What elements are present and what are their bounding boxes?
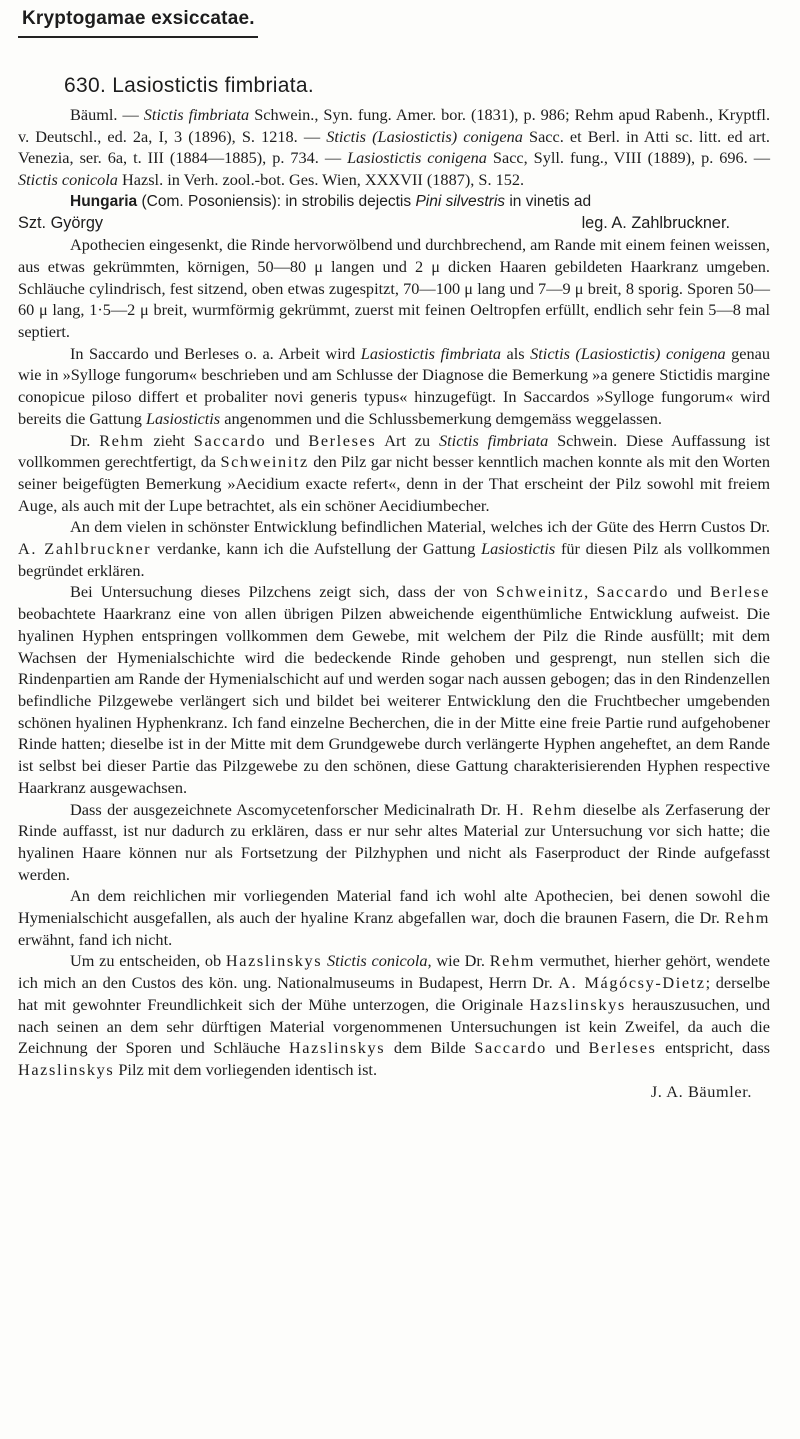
text-run: zieht bbox=[144, 430, 194, 450]
spaced-name-run: Berleses bbox=[308, 430, 377, 450]
text-run: An dem reichlichen mir vorliegenden Material fand ich wohl alte Apothecien, bei denen sowohl die Hymenialschicht ausgefallen, als auch der hyaline Kranz abgefallen war, doch die braunen Fasern, die Dr. bbox=[18, 886, 770, 928]
body-paragraph bbox=[18, 516, 770, 581]
spaced-name-run: H. Rehm bbox=[506, 799, 578, 819]
text-run: entspricht, dass bbox=[656, 1038, 771, 1058]
text-run: dem Bilde bbox=[385, 1038, 475, 1058]
italic-run: Lasiostictis fimbriata bbox=[360, 343, 502, 363]
bold-run: Hungaria bbox=[70, 192, 138, 210]
italic-run: Lasiostictis bbox=[145, 408, 221, 428]
spaced-name-run: Schweinitz bbox=[220, 452, 309, 472]
italic-run: Stictis (Lasiostictis) conigena bbox=[326, 126, 523, 146]
author-signature: J. A. Bäumler. bbox=[650, 1081, 752, 1101]
italic-run: Lasiostictis conigena bbox=[347, 148, 487, 168]
spaced-name-run: A. Mágócsy-Dietz bbox=[558, 973, 706, 993]
text-run: genau wie in »Sylloge fungorum« beschrieben und am Schlusse der Diagnose die Bemerkung »a genere Stictidis margine conopicue piloso differt et probaliter novi generis typus« hinzugefügt. In Saccardos »Sylloge fungorum« wird bereits die Gattung bbox=[18, 343, 771, 428]
specimen-title: 630. Lasiostictis fimbriata. bbox=[64, 74, 315, 97]
text-run: und bbox=[546, 1038, 589, 1058]
text-run: beobachtete Haarkranz eine von allen übrigen Pilzen abweichende eigenthümliche Entwicklung aufweist. Die hyalinen Hyphen entspringen vollkommen dem Gewebe, mit welchem der Pilz die Rinde ausfüllt; mit dem Wachsen der Hymenialschichte wird die bedeckende Rinde gehoben und gesprengt, nun stellen sich die Rindenpartien am Rande der Hymenialschicht auf und werden sogar nach aussen gebogen; das in den Rindenzellen befindliche Pilzgewebe verlängert sich und bildet bei weiterer Entwicklung den die Fruchtbecher umgebenden schönen hyalinen Hyphenkranz. Ich fand einzelne Becherchen, die in der Mitte eine freie Partie rund aufgehobener Rinde hatten; dieselbe ist in der Mitte mit dem Grundgewebe durch verlängerte Hyphen angeheftet, an dem Rande ist selbst bei dieser Partie das Pilzgewebe zu den schönen, diese Gattung charakterisierenden Hyphen respective Haarkranz ausgewachsen. bbox=[18, 604, 770, 797]
text-run: Dr. bbox=[70, 430, 100, 450]
collector-legit: leg. A. Zahlbruckner. bbox=[581, 213, 730, 232]
text-run: Schwein. Diese Auffassung ist vollkommen gerechtfertigt, da bbox=[18, 430, 771, 472]
locality-collector-line bbox=[18, 213, 770, 235]
spaced-name-run: Saccardo bbox=[193, 430, 267, 450]
text-run: angenommen und die Schlussbemerkung demgemäss weggelassen. bbox=[220, 408, 662, 428]
body-paragraph bbox=[18, 430, 770, 517]
body-paragraph bbox=[18, 950, 770, 1080]
spaced-name-run: Schweinitz bbox=[495, 582, 585, 602]
italic-run: Pini silvestris bbox=[415, 192, 506, 210]
spaced-name-run: Berlese bbox=[709, 582, 771, 602]
text-run: (Com. Posoniensis): in strobilis dejectis bbox=[137, 192, 416, 210]
text-run: verdanke, kann ich die Aufstellung der Gattung bbox=[151, 539, 482, 559]
text-run: Dass der ausgezeichnete Ascomycetenforscher Medicinalrath Dr. bbox=[70, 799, 507, 819]
synonymy-paragraph bbox=[18, 104, 770, 191]
text-run: Schwein., Syn. fung. Amer. bor. (1831), p. 986; Rehm apud Rabenh., Kryptfl. v. Deutschl., ed. 2a, I, 3 (1896), S. 1218. — bbox=[18, 105, 771, 146]
text-run: und bbox=[669, 582, 710, 602]
spaced-name-run: Rehm bbox=[724, 908, 770, 928]
spaced-name-run: Rehm bbox=[99, 430, 145, 450]
text-run: dieselbe als Zerfaserung der Rinde auffasst, ist nur dadurch zu erklären, dass er nur sehr altes Material zur Untersuchung vor sich hatte; die hyalinen Haare können nur als Fortsetzung der Pilzhyphen und nicht als Faserproduct der Rinde aufgefasst werden. bbox=[18, 799, 770, 884]
spaced-name-run: Rehm bbox=[489, 951, 535, 971]
locality-line bbox=[18, 191, 770, 213]
text-run: und bbox=[266, 430, 309, 450]
text-run: für diesen Pilz als vollkommen begründet erklären. bbox=[18, 539, 770, 580]
italic-run: Lasiostictis bbox=[481, 539, 556, 559]
spaced-name-run: Berleses bbox=[588, 1038, 657, 1058]
text-run: Art zu bbox=[376, 430, 439, 450]
spaced-name-run: Hazslinskys bbox=[18, 1059, 115, 1079]
text-run: , bbox=[584, 582, 597, 602]
text-run: Um zu entscheiden, ob bbox=[70, 951, 226, 971]
italic-run: Stictis (Lasiostictis) conigena bbox=[530, 343, 726, 363]
spaced-name-run: Saccardo bbox=[474, 1038, 547, 1058]
text-run: wie Dr. bbox=[431, 951, 490, 971]
body-paragraph bbox=[18, 343, 770, 430]
header-rule bbox=[18, 36, 258, 38]
text-run: den Pilz gar nicht besser kenntlich machen konnte als mit den Worten seiner beigefügten Bemerkung »Aecidium exacte refert«, denn in der That erscheint der Pilz sowohl mit freiem Auge, als auch mit der Lupe betrachtet, als ein schöner Aecidiumbecher. bbox=[18, 452, 771, 515]
body-paragraph bbox=[18, 581, 770, 798]
text-run: Sacc. et Berl. in Atti sc. litt. ed art. Venezia, ser. 6a, t. III (1884—1885), p. 734. — bbox=[18, 126, 770, 168]
spaced-name-run: Hazslinskys bbox=[288, 1038, 386, 1058]
locality-place: Szt. György bbox=[18, 213, 104, 232]
italic-run: Stictis conicola, bbox=[326, 951, 432, 971]
text-run: vermuthet, hierher gehört, wendete ich mich an den Custos des kön. ung. Nationalmuseums in Budapest, Herrn Dr. bbox=[18, 951, 770, 993]
italic-run: Stictis fimbriata bbox=[143, 105, 250, 124]
body-paragraph bbox=[18, 799, 770, 886]
text-run: als bbox=[501, 343, 531, 363]
text-run: An dem vielen in schönster Entwicklung befindlichen Material, welches ich der Güte des Herrn Custos Dr. bbox=[70, 517, 770, 537]
body-paragraph bbox=[18, 234, 770, 343]
spaced-name-run: Hazslinskys bbox=[225, 951, 323, 971]
spaced-name-run: Hazslinskys bbox=[529, 994, 626, 1014]
text-run: ; derselbe hat mit gewohnter Freundlichkeit sich der Mühe unterzogen, die Originale bbox=[18, 973, 770, 1014]
text-run: herauszusuchen, und nach seinen an dem sehr dürftigen Material vorgenommenen Untersuchungen ist kein Zweifel, da auch die Zeichnung der Sporen und Schläuche bbox=[18, 994, 771, 1058]
spaced-name-run: Saccardo bbox=[596, 582, 669, 602]
text-run: Sacc, Syll. fung., VIII (1889), p. 696. — bbox=[486, 148, 770, 168]
text-run: erwähnt, fand ich nicht. bbox=[18, 929, 173, 949]
text-run: Bäuml. — bbox=[70, 105, 144, 124]
body-paragraph bbox=[18, 885, 770, 950]
italic-run: Stictis fimbriata bbox=[439, 430, 549, 450]
italic-run: Stictis conicola bbox=[18, 170, 118, 190]
text-run: Apothecien eingesenkt, die Rinde hervorwölbend und durchbrechend, am Rande mit einem feinen weissen, aus etwas gekrümmten, körnigen, 50—80 μ langen und 2 μ dicken Haaren gebildeten Haarkranz umgeben. Schläuche cylindrisch, fest sitzend, oben etwas zugespitzt, 70—100 μ lang und 7—9 μ breit, 8 sporig. Sporen 50—60 μ lang, 1·5—2 μ breit, wurmförmig gekrümmt, zuerst mit feinen Oeltropfen erfüllt, endlich sehr fein 5—8 mal septiert. bbox=[18, 235, 770, 342]
text-run: Bei Untersuchung dieses Pilzchens zeigt sich, dass der von bbox=[70, 582, 496, 602]
text-run: Pilz mit dem vorliegenden identisch ist. bbox=[114, 1059, 378, 1079]
document-body bbox=[18, 104, 770, 1103]
text-run: Hazsl. in Verh. zool.-bot. Ges. Wien, XXXVII (1887), S. 152. bbox=[117, 170, 525, 190]
text-run: in vinetis ad bbox=[505, 192, 592, 210]
text-run: In Saccardo und Berleses o. a. Arbeit wird bbox=[70, 343, 361, 363]
spaced-name-run: A. Zahlbruckner bbox=[18, 539, 152, 559]
running-head: Kryptogamae exsiccatae. bbox=[22, 8, 255, 29]
